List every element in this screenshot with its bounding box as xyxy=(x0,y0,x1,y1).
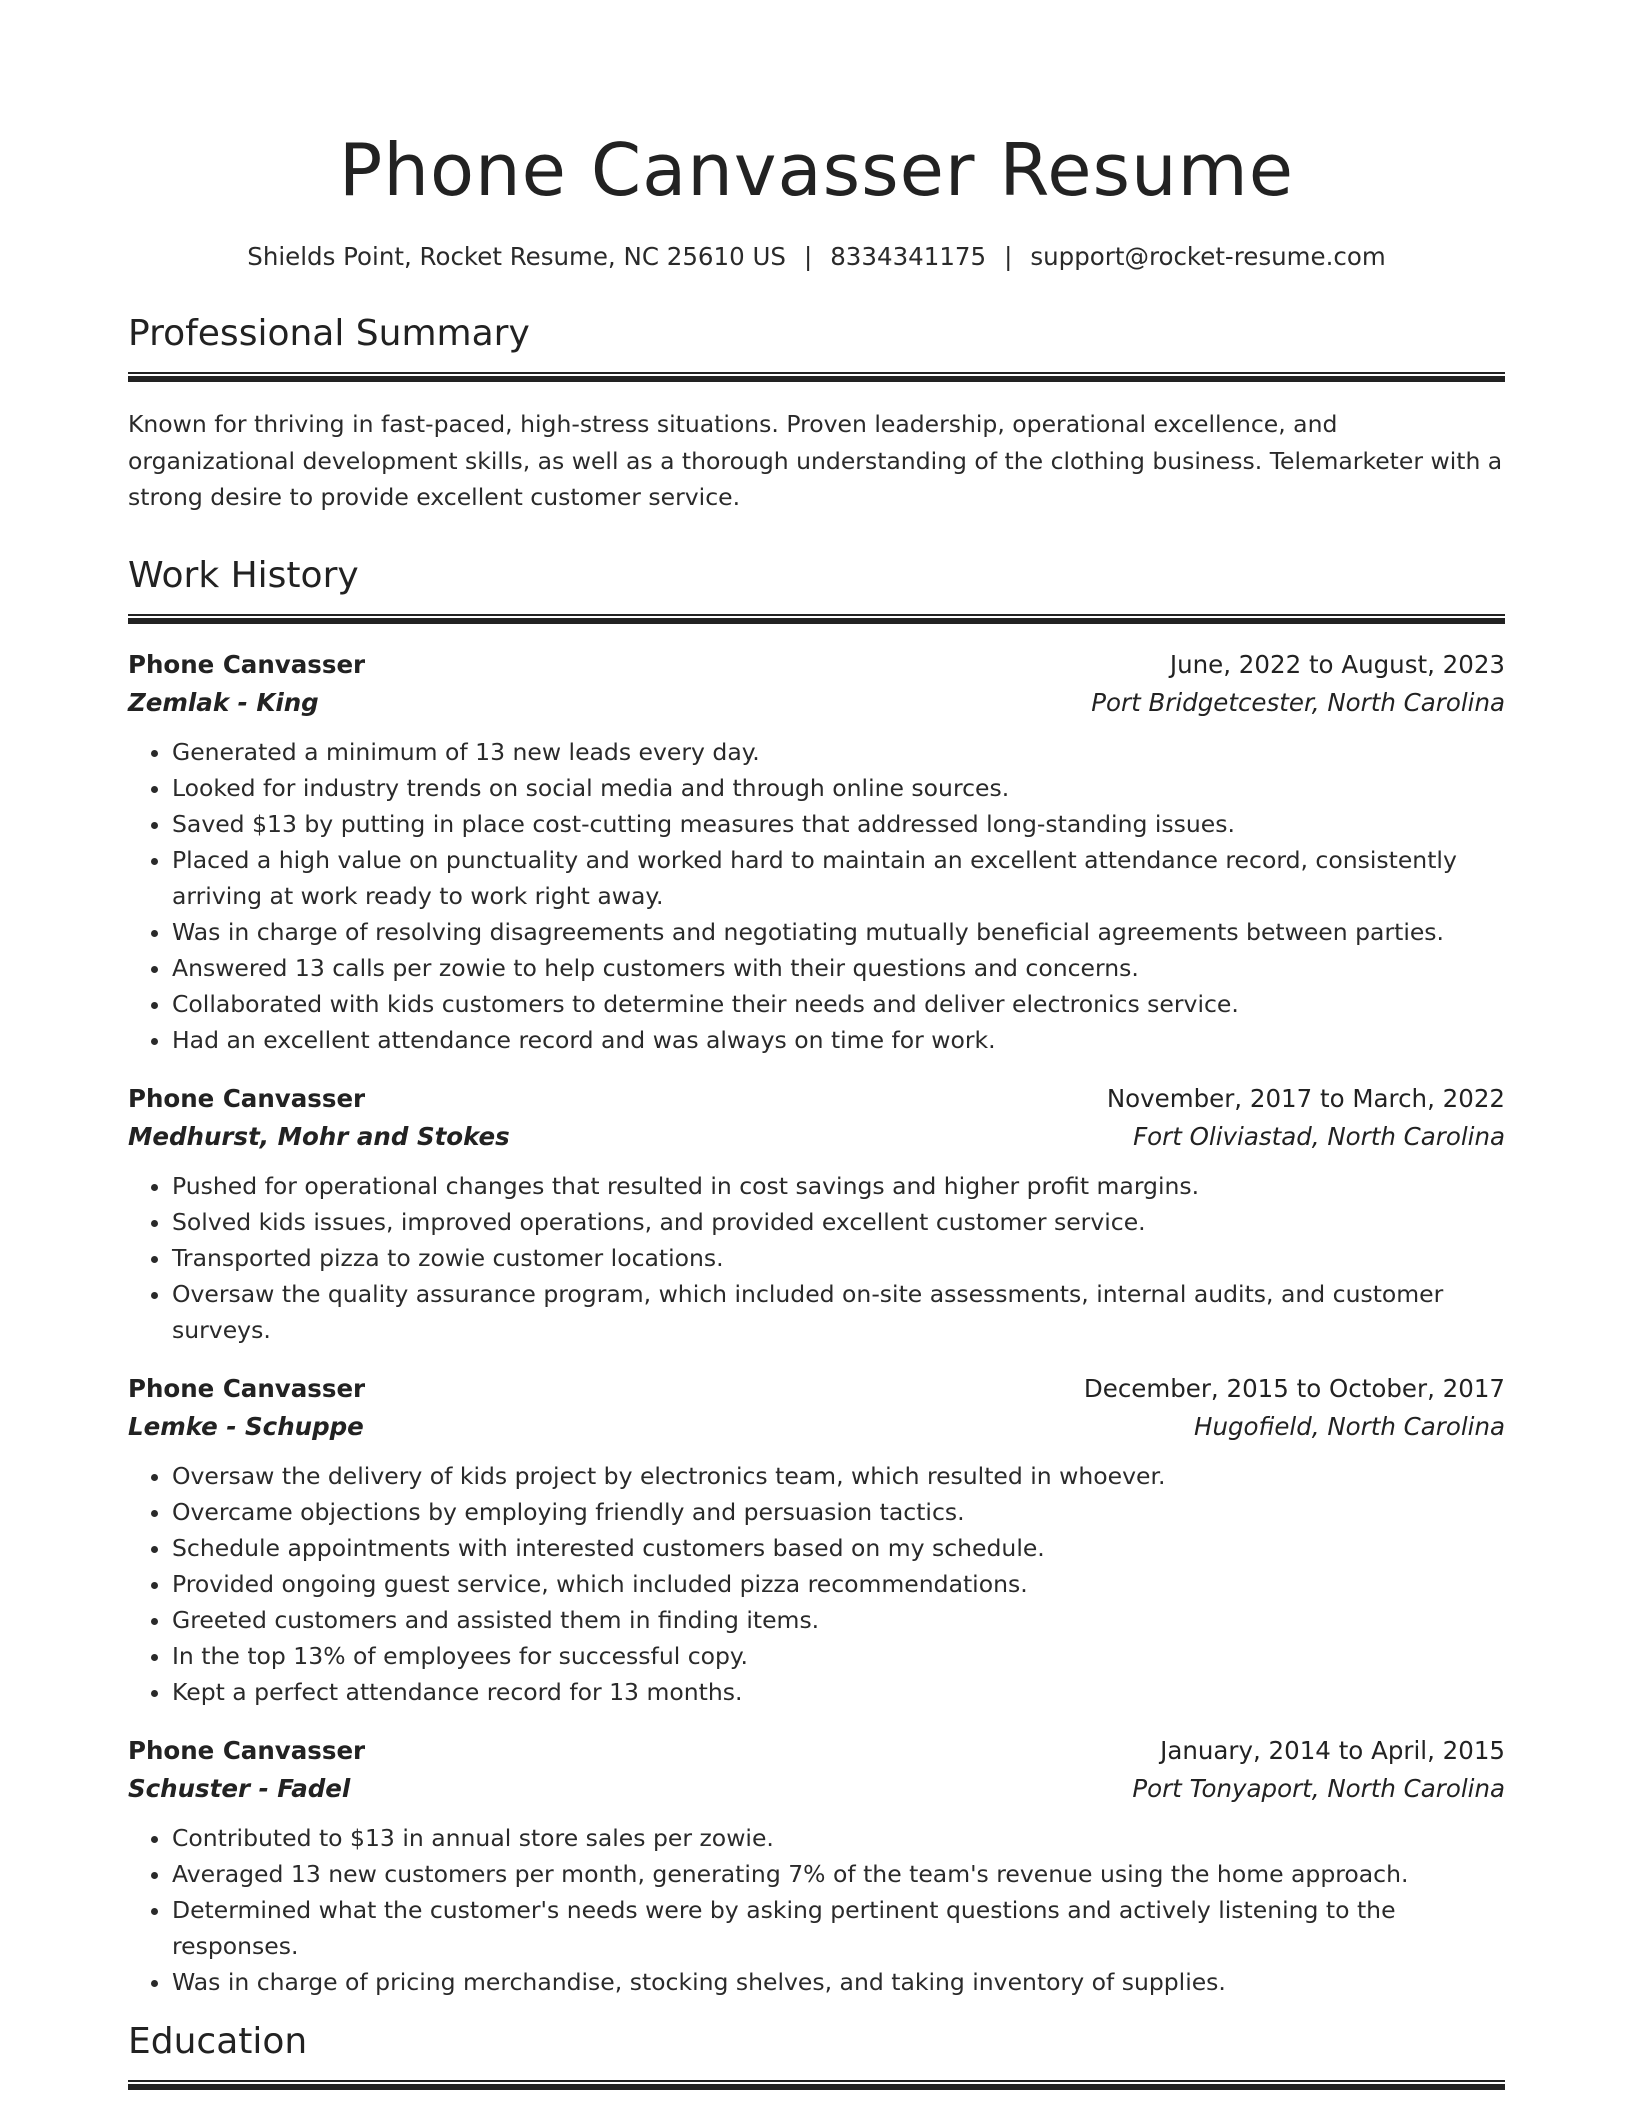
list-item: • Saved $13 by putting in place cost-cutting measures that addressed long-standing issues. xyxy=(172,806,1505,842)
job-company: Lemke - Schuppe xyxy=(128,1411,364,1441)
job-bullets xyxy=(128,734,1505,1058)
job-company: Zemlak - King xyxy=(128,687,319,717)
list-item: • Overcame objections by employing friendly and persuasion tactics. xyxy=(172,1494,1505,1530)
job-dates: December, 2015 to October, 2017 xyxy=(1083,1373,1505,1403)
job-title: Phone Canvasser xyxy=(128,1083,366,1113)
education-heading: Education xyxy=(128,2018,1505,2082)
job-dates: June, 2022 to August, 2023 xyxy=(1169,649,1505,679)
work-history-section xyxy=(128,552,1505,2000)
list-item: • Oversaw the quality assurance program, which included on-site assessments, internal audits, and customer surveys. xyxy=(172,1276,1505,1348)
job-company: Schuster - Fadel xyxy=(128,1773,351,1803)
job-location: Hugofield, North Carolina xyxy=(1194,1411,1505,1441)
list-item: • Looked for industry trends on social media and through online sources. xyxy=(172,770,1505,806)
list-item: • Kept a perfect attendance record for 13 months. xyxy=(172,1674,1505,1710)
list-item: • Contributed to $13 in annual store sales per zowie. xyxy=(172,1820,1505,1856)
list-item: • Oversaw the delivery of kids project by electronics team, which resulted in whoever. xyxy=(172,1458,1505,1494)
contact-address: Shields Point, Rocket Resume, NC 25610 US xyxy=(247,242,786,271)
work-history-heading: Work History xyxy=(128,552,1505,616)
job-dates: November, 2017 to March, 2022 xyxy=(1106,1083,1505,1113)
job-location: Fort Oliviastad, North Carolina xyxy=(1133,1121,1505,1151)
summary-heading: Professional Summary xyxy=(128,310,1505,374)
list-item: • Schedule appointments with interested customers based on my schedule. xyxy=(172,1530,1505,1566)
list-item: • Placed a high value on punctuality and worked hard to maintain an excellent attendance record, consistently arriving at work ready to work right away. xyxy=(172,842,1505,914)
list-item: • Was in charge of resolving disagreements and negotiating mutually beneficial agreements between parties. xyxy=(172,914,1505,950)
list-item: • Answered 13 calls per zowie to help customers with their questions and concerns. xyxy=(172,950,1505,986)
job-company: Medhurst, Mohr and Stokes xyxy=(128,1121,510,1151)
job-bullets xyxy=(128,1458,1505,1710)
job-location: Port Tonyaport, North Carolina xyxy=(1132,1773,1505,1803)
list-item: • In the top 13% of employees for successful copy. xyxy=(172,1638,1505,1674)
job-bullets xyxy=(128,1168,1505,1348)
job-title: Phone Canvasser xyxy=(128,1735,366,1765)
job-entry xyxy=(128,1732,1505,2000)
contact-separator: | xyxy=(803,242,813,271)
job-title: Phone Canvasser xyxy=(128,649,366,679)
page-title: Phone Canvasser Resume xyxy=(338,128,1295,212)
contact-phone: 8334341175 xyxy=(830,242,987,271)
education-section xyxy=(128,2018,1505,2082)
job-title: Phone Canvasser xyxy=(128,1373,366,1403)
job-location: Port Bridgetcester, North Carolina xyxy=(1091,687,1505,717)
list-item: • Had an excellent attendance record and was always on time for work. xyxy=(172,1022,1505,1058)
contact-line xyxy=(128,240,1505,274)
list-item: • Averaged 13 new customers per month, generating 7% of the team's revenue using the home approach. xyxy=(172,1856,1505,1892)
list-item: • Generated a minimum of 13 new leads every day. xyxy=(172,734,1505,770)
summary-text: Known for thriving in fast-paced, high-stress situations. Proven leadership, operational excellence, and organizational development skills, as well as a thorough understanding of the clothing business. Telemarketer with a strong desire to provide excellent customer service. xyxy=(128,410,1503,511)
list-item: • Was in charge of pricing merchandise, stocking shelves, and taking inventory of supplies. xyxy=(172,1964,1505,2000)
list-item: • Provided ongoing guest service, which included pizza recommendations. xyxy=(172,1566,1505,1602)
list-item: • Collaborated with kids customers to determine their needs and deliver electronics service. xyxy=(172,986,1505,1022)
contact-separator: | xyxy=(1004,242,1013,271)
list-item: • Greeted customers and assisted them in finding items. xyxy=(172,1602,1505,1638)
job-bullets xyxy=(128,1820,1505,2000)
list-item: • Transported pizza to zowie customer locations. xyxy=(172,1240,1505,1276)
list-item: • Solved kids issues, improved operations, and provided excellent customer service. xyxy=(172,1204,1505,1240)
job-dates: January, 2014 to April, 2015 xyxy=(1160,1735,1505,1765)
list-item: • Determined what the customer's needs were by asking pertinent questions and actively listening to the responses. xyxy=(172,1892,1505,1964)
contact-email: support@rocket-resume.com xyxy=(1030,242,1386,271)
summary-section xyxy=(128,310,1505,516)
job-entry xyxy=(128,1370,1505,1710)
list-item: • Pushed for operational changes that resulted in cost savings and higher profit margins. xyxy=(172,1168,1505,1204)
job-entry xyxy=(128,646,1505,1058)
job-entry xyxy=(128,1080,1505,1348)
